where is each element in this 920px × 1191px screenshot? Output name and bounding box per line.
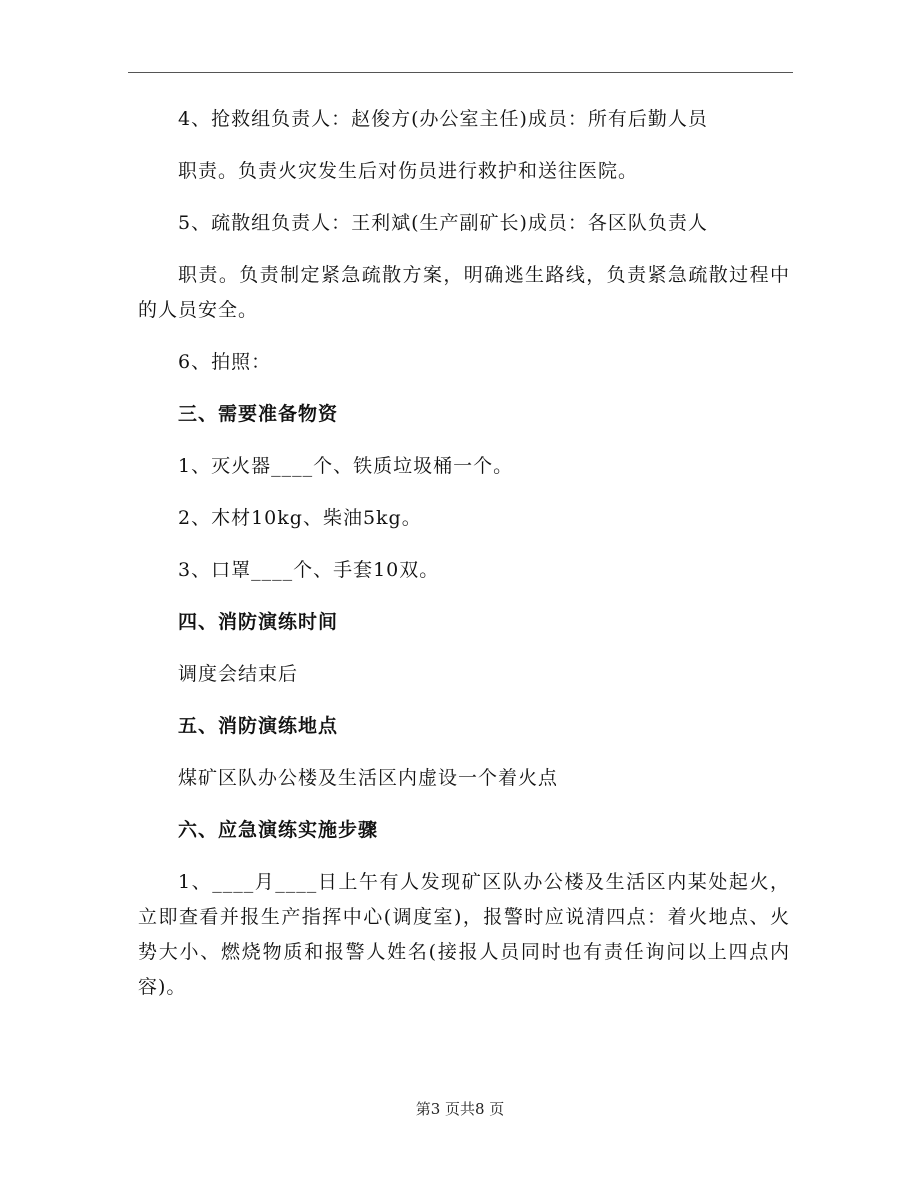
section-heading-drill-location: 五、消防演练地点 [178, 715, 339, 737]
section-heading-drill-steps: 六、应急演练实施步骤 [178, 819, 379, 841]
paragraph-drill-time: 调度会结束后 [178, 663, 299, 685]
paragraph-material-3: 3、口罩____个、手套10双。 [178, 559, 440, 581]
paragraph-rescue-team: 4、抢救组负责人：赵俊方(办公室主任)成员：所有后勤人员 [178, 108, 708, 130]
document-body [138, 102, 790, 1022]
paragraph-evacuation-duty: 职责。负责制定紧急疏散方案，明确逃生路线，负责紧急疏散过程中的人员安全。 [138, 264, 790, 321]
paragraph-evacuation-team: 5、疏散组负责人：王利斌(生产副矿长)成员：各区队负责人 [178, 212, 708, 234]
header-rule [128, 72, 793, 73]
paragraph-drill-step-1: 1、____月____日上午有人发现矿区队办公楼及生活区内某处起火，立即查看并报生产指挥中心(调度室)，报警时应说清四点：着火地点、火势大小、燃烧物质和报警人姓名(接报人员同时也有责任询问以上四点内容)。 [138, 871, 790, 998]
section-heading-drill-time: 四、消防演练时间 [178, 611, 339, 633]
paragraph-photo: 6、拍照： [178, 351, 272, 373]
section-heading-materials: 三、需要准备物资 [178, 403, 339, 425]
paragraph-drill-location: 煤矿区队办公楼及生活区内虚设一个着火点 [178, 767, 559, 789]
paragraph-rescue-duty: 职责。负责火灾发生后对伤员进行救护和送往医院。 [178, 160, 639, 182]
paragraph-material-2: 2、木材10kg、柴油5kg。 [178, 507, 422, 529]
page-number-footer: 第3 页共8 页 [415, 1100, 505, 1118]
paragraph-material-1: 1、灭火器____个、铁质垃圾桶一个。 [178, 455, 514, 477]
